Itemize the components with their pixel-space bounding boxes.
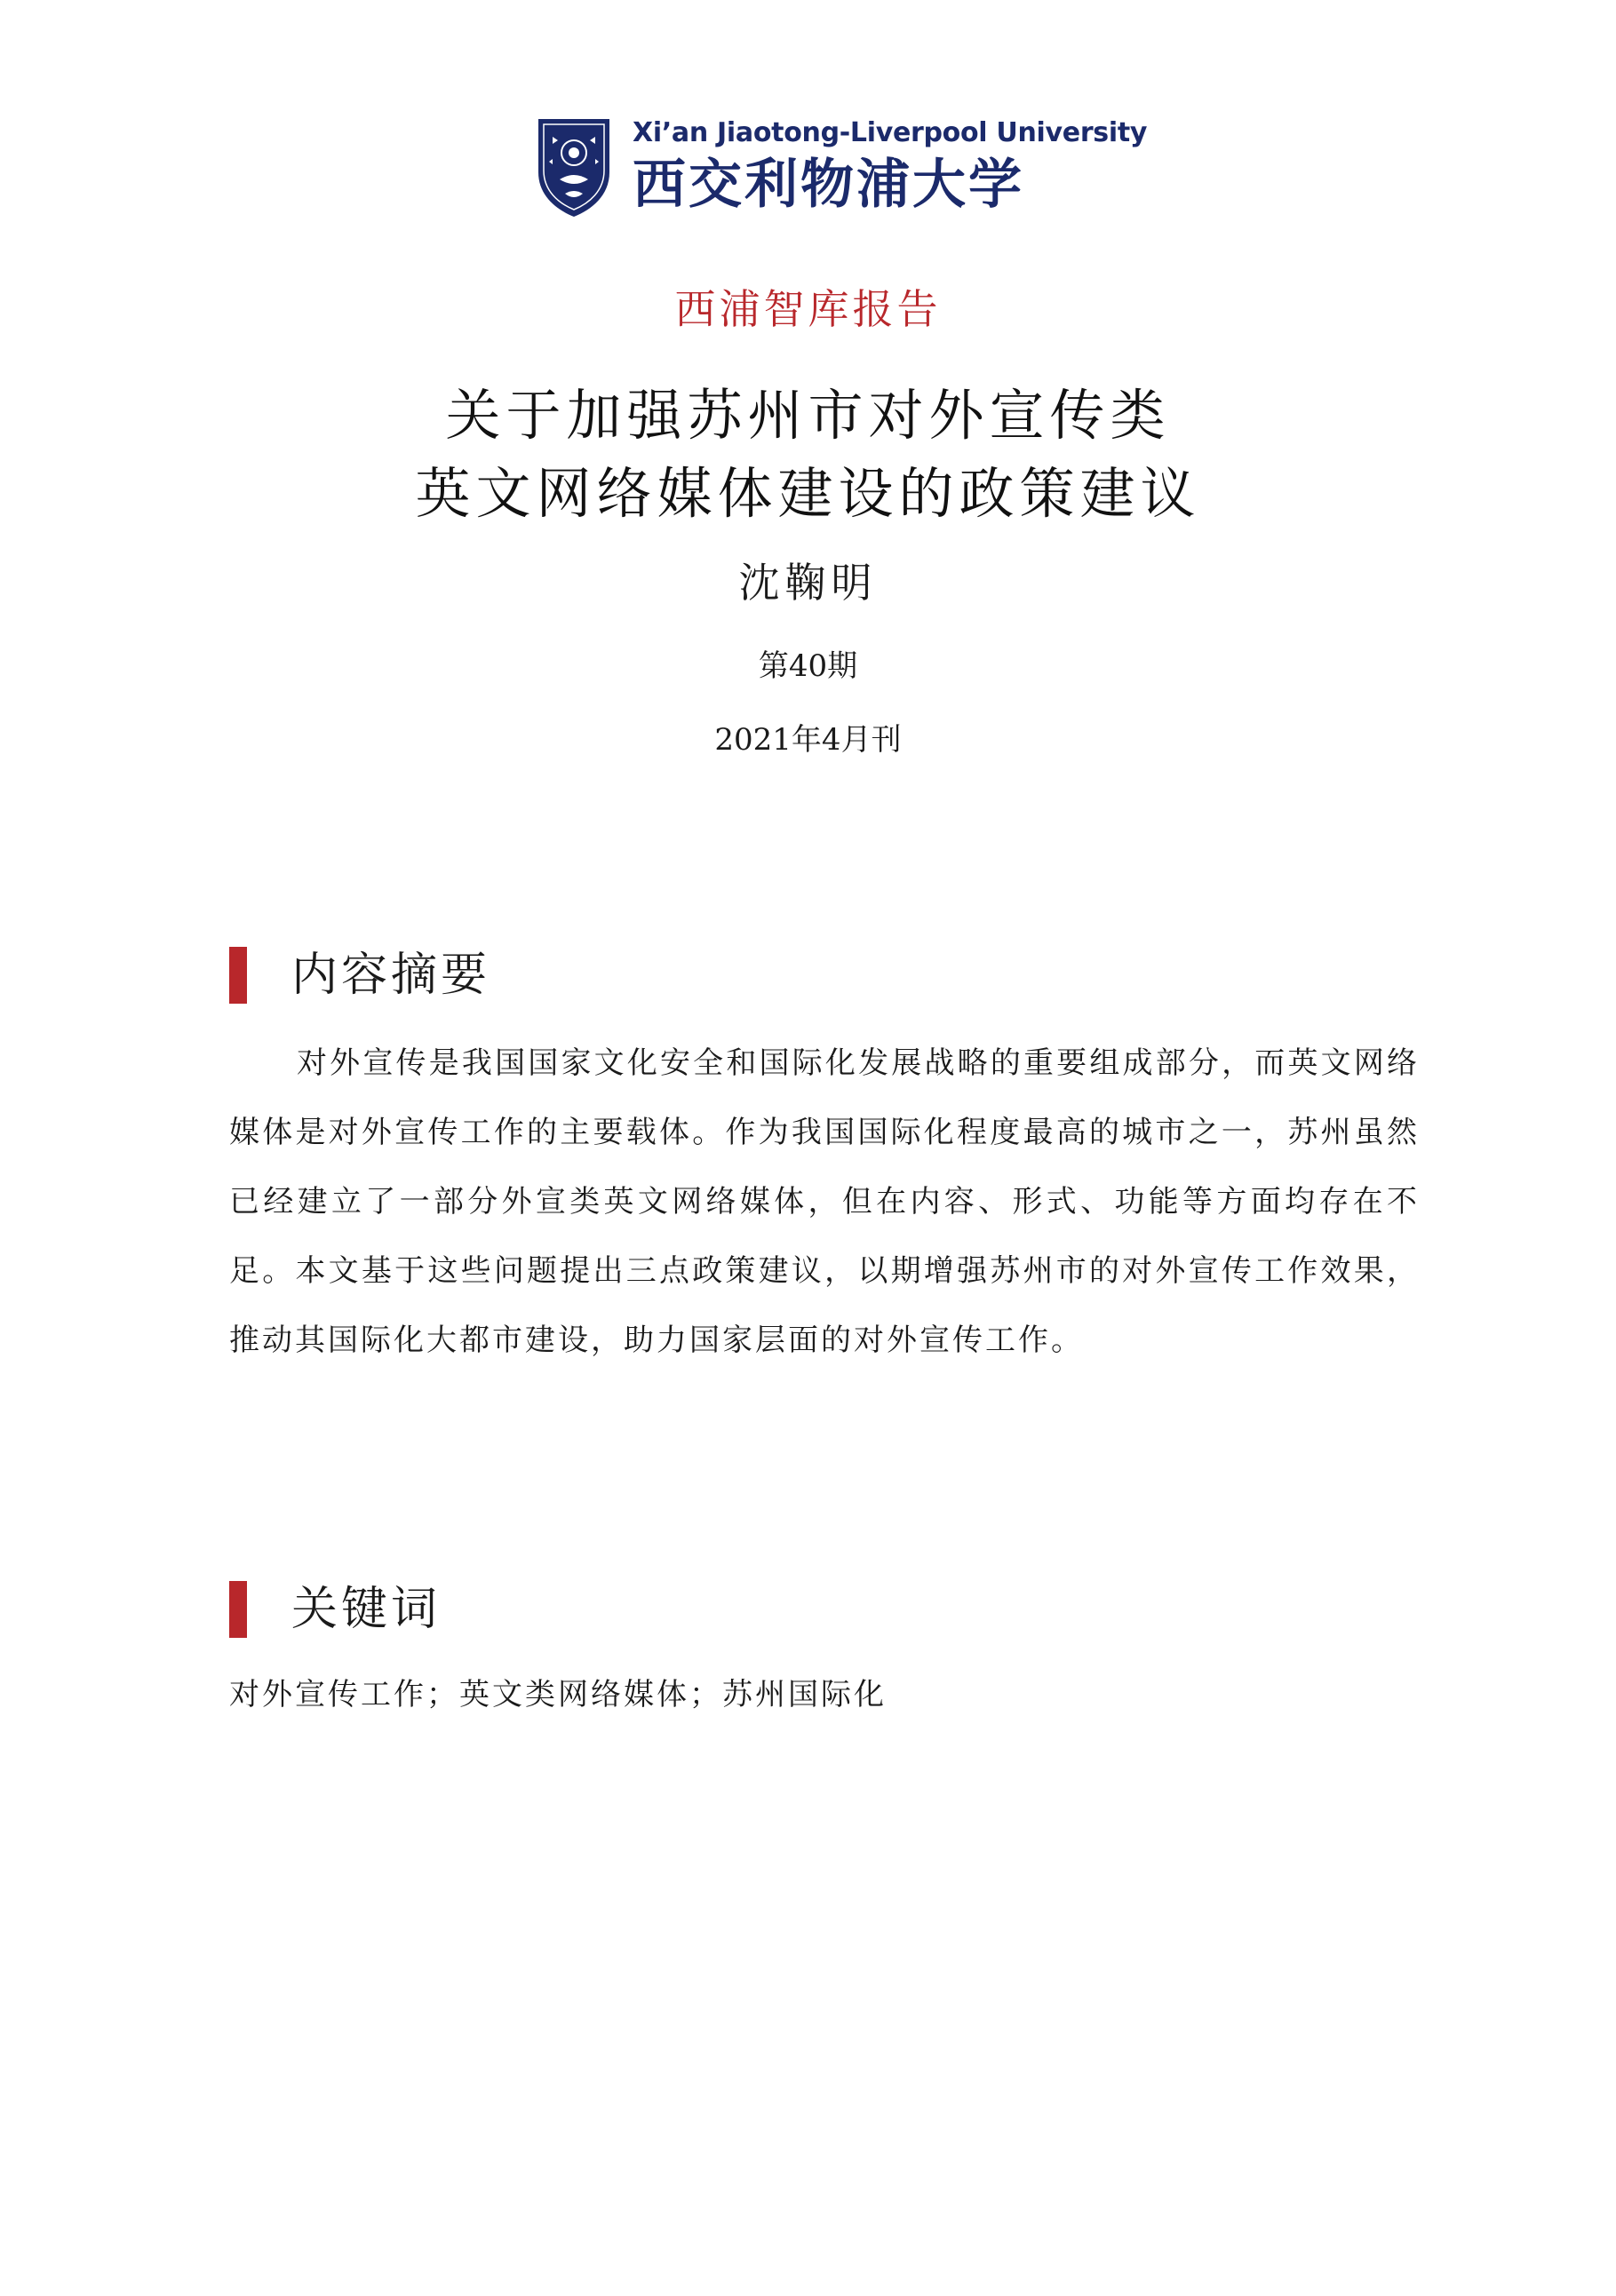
report-date: 2021年4月刊 — [714, 722, 902, 758]
report-series-title: 西浦智库报告 — [674, 285, 942, 333]
abstract-body: 对外宣传是我国国家文化安全和国际化发展战略的重要组成部分，而英文网络媒体是对外宣传工作的主要载体。作为我国国际化程度最高的城市之一，苏州虽然已经建立了一部分外宣类英文网络媒体，但在内容、形式、功能等方面均存在不足。本文基于这些问题提出三点政策建议，以期增强苏州市的对外宣传工作效果，推动其国际化大都市建设，助力国家层面的对外宣传工作。 — [229, 1045, 1420, 1358]
section-marker — [229, 1581, 247, 1638]
report-title-line-2: 英文网络媒体建设的政策建议 — [415, 461, 1201, 526]
abstract-heading-label: 内容摘要 — [291, 949, 491, 1002]
keywords-body: 对外宣传工作；英文类网络媒体；苏州国际化 — [229, 1677, 887, 1712]
report-title-line-1: 关于加强苏州市对外宣传类 — [445, 383, 1171, 448]
section-marker — [229, 947, 247, 1004]
report-issue: 第40期 — [758, 648, 858, 684]
university-crest-icon — [537, 117, 611, 218]
report-author: 沈鞠明 — [738, 559, 878, 607]
report-title — [0, 377, 1616, 533]
keywords-heading-label: 关键词 — [291, 1583, 442, 1636]
university-name-cn: 西交利物浦大学 — [633, 154, 1024, 216]
university-logo — [537, 117, 1148, 222]
university-name-en: Xi’an Jiaotong-Liverpool University — [633, 117, 1148, 148]
